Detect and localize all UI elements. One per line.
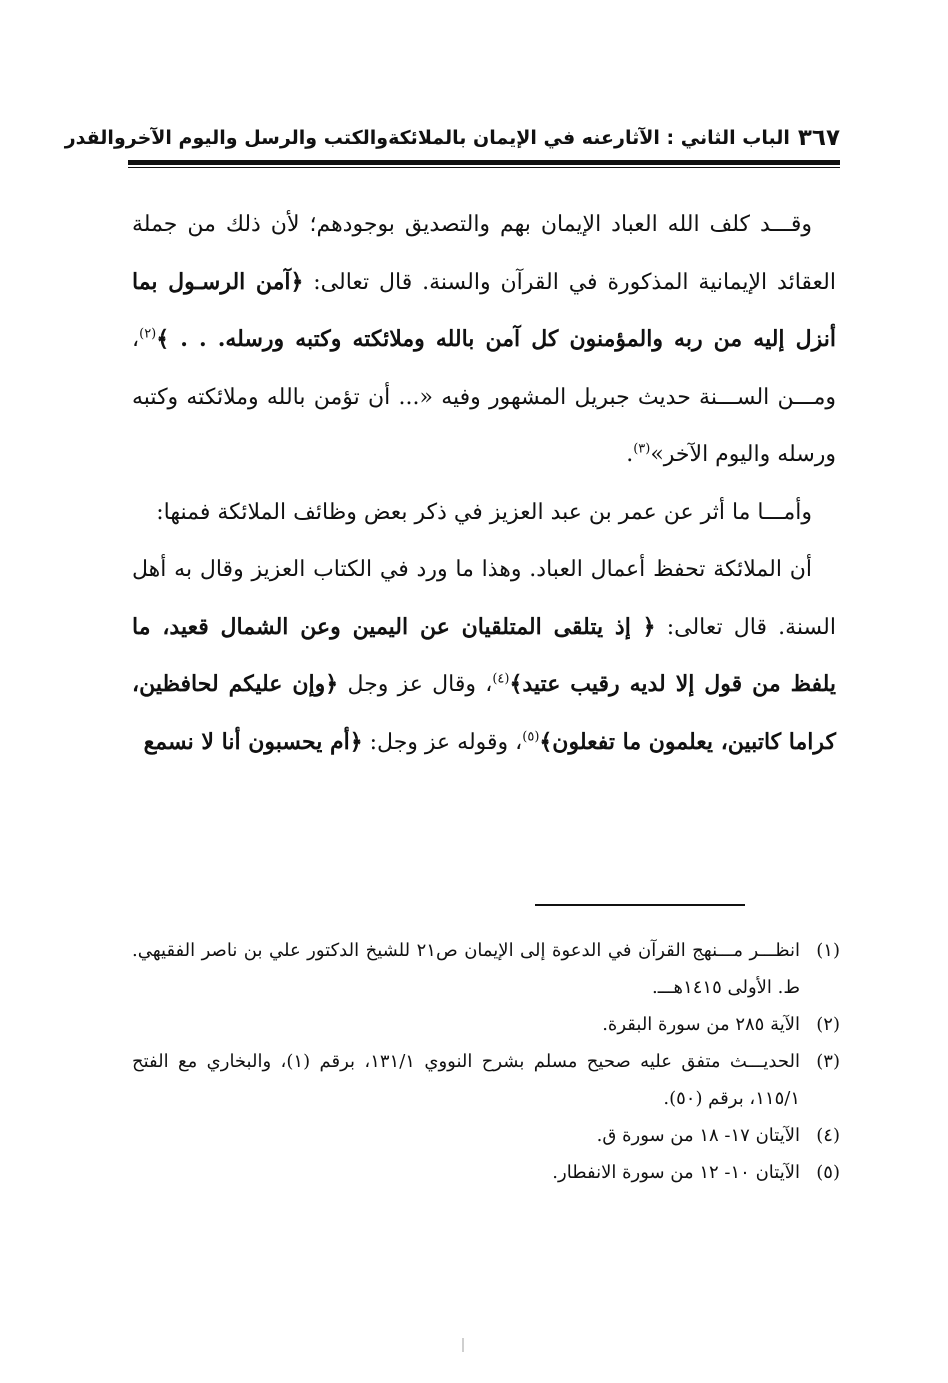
footnote-item [132,932,840,1006]
footnote-text: الآيتان ١٠- ١٢ من سورة الانفطار. [552,1162,800,1183]
header-rule-thin [128,167,840,168]
quran-quote: ﴿أم يحسبون أنا لا نسمع [143,728,363,755]
paragraph-3-text-b: ، وقال عز وجل [338,672,493,697]
paragraph-1-text-b: ، ومـــن الســـنة حديث جبريل المشهور وفيه «... أن تؤمن بالله وملائكته وكتبه ورسله واليوم الآخر» [132,327,836,467]
quran-quote: ﴿ إذ يتلقى المتلقيان عن اليمين وعن الشمال قعيد، ما يلفظ من قول إلا لديه رقيب عتيد﴾ [132,613,836,697]
footnote-text: انظـــر مـــنهج القرآن في الدعوة إلى الإيمان ص٢١ للشيخ الدكتور علي بن ناصر الفقيهي. ط. الأولى ١٤١٥هـــ. [132,940,800,998]
footnote-text: الآية ٢٨٥ من سورة البقرة. [602,1014,800,1035]
header-rule-thick [128,160,840,165]
footnote-ref: (٥) [522,729,540,745]
footnote-number: (١) [816,940,840,961]
footnote-item [132,1154,840,1191]
scan-mark [462,1338,464,1352]
footnote-text: الحديـــث متفق عليه صحيح مسلم بشرح النووي ١٣١/١، برقم (١)، والبخاري مع الفتح ١١٥/١، برقم (٥٠). [132,1051,800,1109]
footnote-ref: (٣) [633,441,651,457]
footnote-ref: (٤) [492,671,510,687]
footnote-item [132,1006,840,1043]
footnote-item [132,1117,840,1154]
running-header [64,118,840,158]
footnote-number: (٥) [816,1162,840,1183]
footnote-item [132,1043,840,1117]
paragraph-3-text-c: ، وقوله عز وجل: [362,729,523,755]
paragraph-1 [132,196,836,484]
footnote-number: (٢) [816,1014,840,1035]
paragraph-3-text-a: أن الملائكة تحفظ أعمال العباد. وهذا ما ورد في الكتاب العزيز وقال به أهل السنة. قال تعالى: [132,557,836,640]
footnote-separator [535,904,745,906]
footnote-ref: (٢) [139,326,157,342]
main-text [132,196,836,771]
paragraph-3 [132,541,836,771]
chapter-title: الباب الثاني : الآثارعنه في الإيمان بالملائكةوالكتب والرسل واليوم الآخروالقدر [64,127,790,149]
paragraph-1-text-c: . [626,442,634,467]
quran-quote: ﴿وإن عليكم لحافظين، كراما كاتبين، يعلمون ما تفعلون﴾ [132,671,836,755]
paragraph-1-text-a: وقـــد كلف الله العباد الإيمان بهم والتصديق بوجودهم؛ لأن ذلك من جملة العقائد الإيمانية المذكورة في القرآن والسنة. قال تعالى: [132,212,836,295]
quran-quote: ﴿آمن الرسـول بما أنزل إليه من ربه والمؤمنون كل آمن بالله وملائكته وكتبه ورسله. . . ﴾ [132,268,836,352]
page-number: ٣٦٧ [797,125,840,151]
footnote-number: (٣) [816,1051,840,1072]
paragraph-2: وأمـــا ما أثر عن عمر بن عبد العزيز في ذكر بعض وظائف الملائكة فمنها: [156,499,812,525]
footnote-text: الآيتان ١٧- ١٨ من سورة ق. [596,1125,800,1146]
footnotes [132,932,840,1191]
footnote-number: (٤) [816,1125,840,1146]
